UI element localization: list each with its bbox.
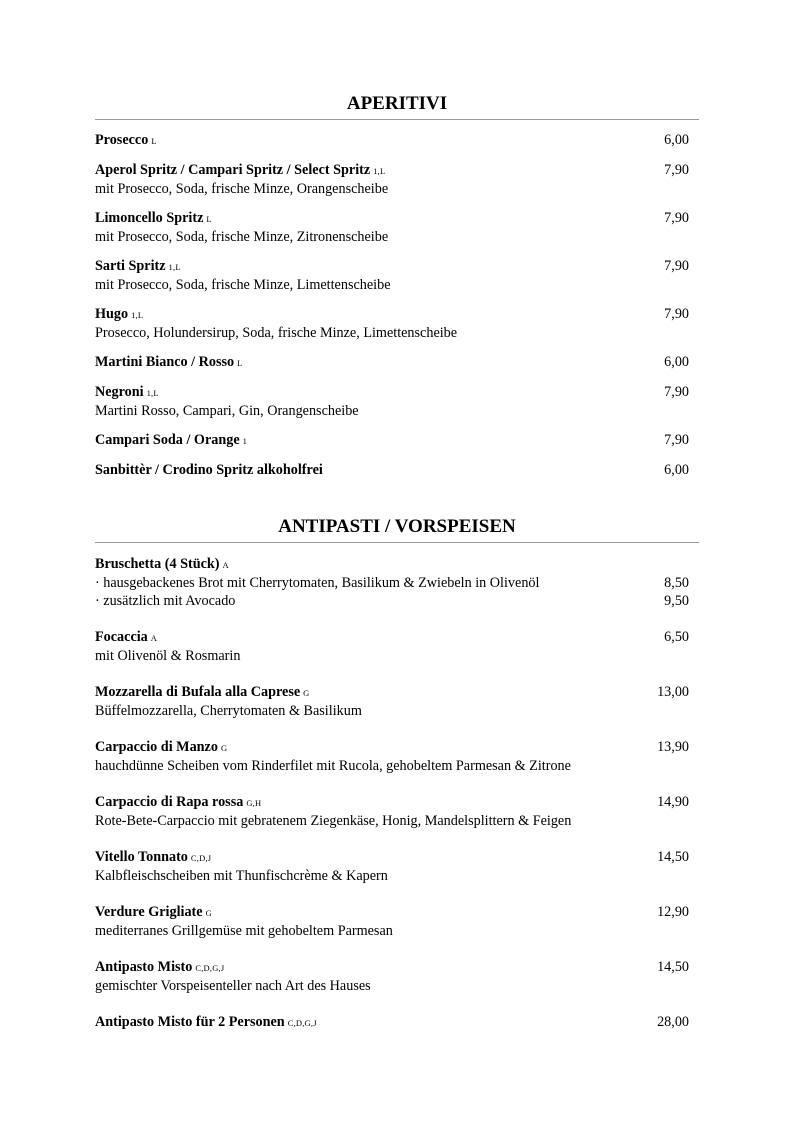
menu-item (95, 257, 699, 294)
item-price: 6,50 (664, 629, 689, 645)
item-name: Martini Bianco / Rosso (95, 354, 235, 370)
menu-item (95, 738, 699, 775)
menu-item (95, 1013, 699, 1032)
menu-item (95, 161, 699, 198)
item-price: 28,00 (657, 1014, 689, 1030)
menu-item (95, 958, 699, 995)
item-price: 14,50 (657, 849, 689, 865)
item-allergens: C,D,G,J (287, 1018, 317, 1028)
item-price: 6,00 (664, 132, 689, 148)
item-name: Sarti Spritz (95, 258, 166, 274)
item-allergens: C,D,J (190, 853, 212, 863)
item-description: mediterranes Grillgemüse mit gehobeltem Parmesan (95, 923, 393, 939)
menu-item (95, 683, 699, 720)
item-allergens: G,H (246, 798, 262, 808)
item-description: Büffelmozzarella, Cherrytomaten & Basilikum (95, 703, 362, 719)
aperitivi-section (95, 92, 699, 479)
menu-item-bruschetta (95, 555, 699, 610)
menu-item (95, 353, 699, 372)
antipasti-list (95, 555, 699, 1032)
item-allergens: 1,L (131, 310, 144, 320)
section-title-aperitivi: APERITIVI (95, 92, 699, 120)
option-text: · zusätzlich mit Avocado (95, 593, 236, 609)
menu-item (95, 903, 699, 940)
aperitivi-list (95, 131, 699, 479)
item-name: Sanbittèr / Crodino Spritz alkoholfrei (95, 462, 323, 478)
item-price: 7,90 (664, 306, 689, 322)
menu-item (95, 793, 699, 830)
item-price: 7,90 (664, 432, 689, 448)
antipasti-section (95, 515, 699, 1032)
item-name: Bruschetta (4 Stück) (95, 556, 220, 572)
item-description: Rote-Bete-Carpaccio mit gebratenem Ziegenkäse, Honig, Mandelsplittern & Feigen (95, 813, 572, 829)
item-price: 7,90 (664, 210, 689, 226)
item-name: Verdure Grigliate (95, 904, 203, 920)
item-price: 14,90 (657, 794, 689, 810)
item-description: Martini Rosso, Campari, Gin, Orangenscheibe (95, 403, 359, 419)
menu-item (95, 305, 699, 342)
item-description: Kalbfleischscheiben mit Thunfischcrème & Kapern (95, 868, 388, 884)
item-allergens: G (303, 688, 310, 698)
menu-item (95, 461, 699, 479)
item-allergens: 1 (242, 436, 248, 446)
item-allergens: G (205, 908, 212, 918)
item-name: Hugo (95, 306, 129, 322)
item-price: 13,90 (657, 739, 689, 755)
item-allergens: L (151, 136, 157, 146)
item-description: Prosecco, Holundersirup, Soda, frische Minze, Limettenscheibe (95, 325, 458, 341)
item-name: Focaccia (95, 629, 148, 645)
item-price: 13,00 (657, 684, 689, 700)
item-allergens: C,D,G,J (195, 963, 225, 973)
item-allergens: G (220, 743, 228, 753)
item-price: 6,00 (664, 462, 689, 478)
option-text: · hausgebackenes Brot mit Cherrytomaten, Basilikum & Zwiebeln in Olivenöl (95, 575, 540, 591)
item-name: Vitello Tonnato (95, 849, 188, 865)
item-allergens: 1,L (373, 166, 386, 176)
item-name: Carpaccio di Manzo (95, 739, 218, 755)
menu-item (95, 131, 699, 150)
section-title-antipasti: ANTIPASTI / VORSPEISEN (95, 515, 699, 543)
item-name: Antipasto Misto für 2 Personen (95, 1014, 285, 1030)
item-name: Campari Soda / Orange (95, 432, 240, 448)
menu-item (95, 209, 699, 246)
menu-item (95, 431, 699, 450)
menu-item (95, 848, 699, 885)
menu-item (95, 383, 699, 420)
item-allergens: A (222, 560, 229, 570)
item-allergens: 1,L (168, 262, 181, 272)
item-name: Prosecco (95, 132, 149, 148)
item-price: 7,90 (664, 258, 689, 274)
item-option (95, 574, 699, 592)
item-description: mit Prosecco, Soda, frische Minze, Orangenscheibe (95, 181, 389, 197)
item-allergens: L (237, 358, 243, 368)
item-name: Aperol Spritz / Campari Spritz / Select Spritz (95, 162, 371, 178)
option-price: 9,50 (664, 593, 689, 609)
item-allergens: 1,L (146, 388, 159, 398)
item-description: mit Prosecco, Soda, frische Minze, Zitronenscheibe (95, 229, 389, 245)
item-description: mit Olivenöl & Rosmarin (95, 648, 241, 664)
item-name: Carpaccio di Rapa rossa (95, 794, 244, 810)
item-option (95, 592, 699, 610)
menu-item (95, 628, 699, 665)
item-price: 12,90 (657, 904, 689, 920)
item-name: Negroni (95, 384, 144, 400)
item-allergens: A (150, 633, 158, 643)
menu-page (95, 92, 699, 1050)
item-description: mit Prosecco, Soda, frische Minze, Limettenscheibe (95, 277, 391, 293)
item-name: Antipasto Misto (95, 959, 193, 975)
item-name: Limoncello Spritz (95, 210, 204, 226)
item-description: gemischter Vorspeisenteller nach Art des Hauses (95, 978, 371, 994)
item-name: Mozzarella di Bufala alla Caprese (95, 684, 301, 700)
option-price: 8,50 (664, 575, 689, 591)
item-price: 7,90 (664, 162, 689, 178)
item-allergens: L (206, 214, 212, 224)
item-price: 7,90 (664, 384, 689, 400)
item-price: 6,00 (664, 354, 689, 370)
item-description: hauchdünne Scheiben vom Rinderfilet mit Rucola, gehobeltem Parmesan & Zitrone (95, 758, 571, 774)
item-price: 14,50 (657, 959, 689, 975)
